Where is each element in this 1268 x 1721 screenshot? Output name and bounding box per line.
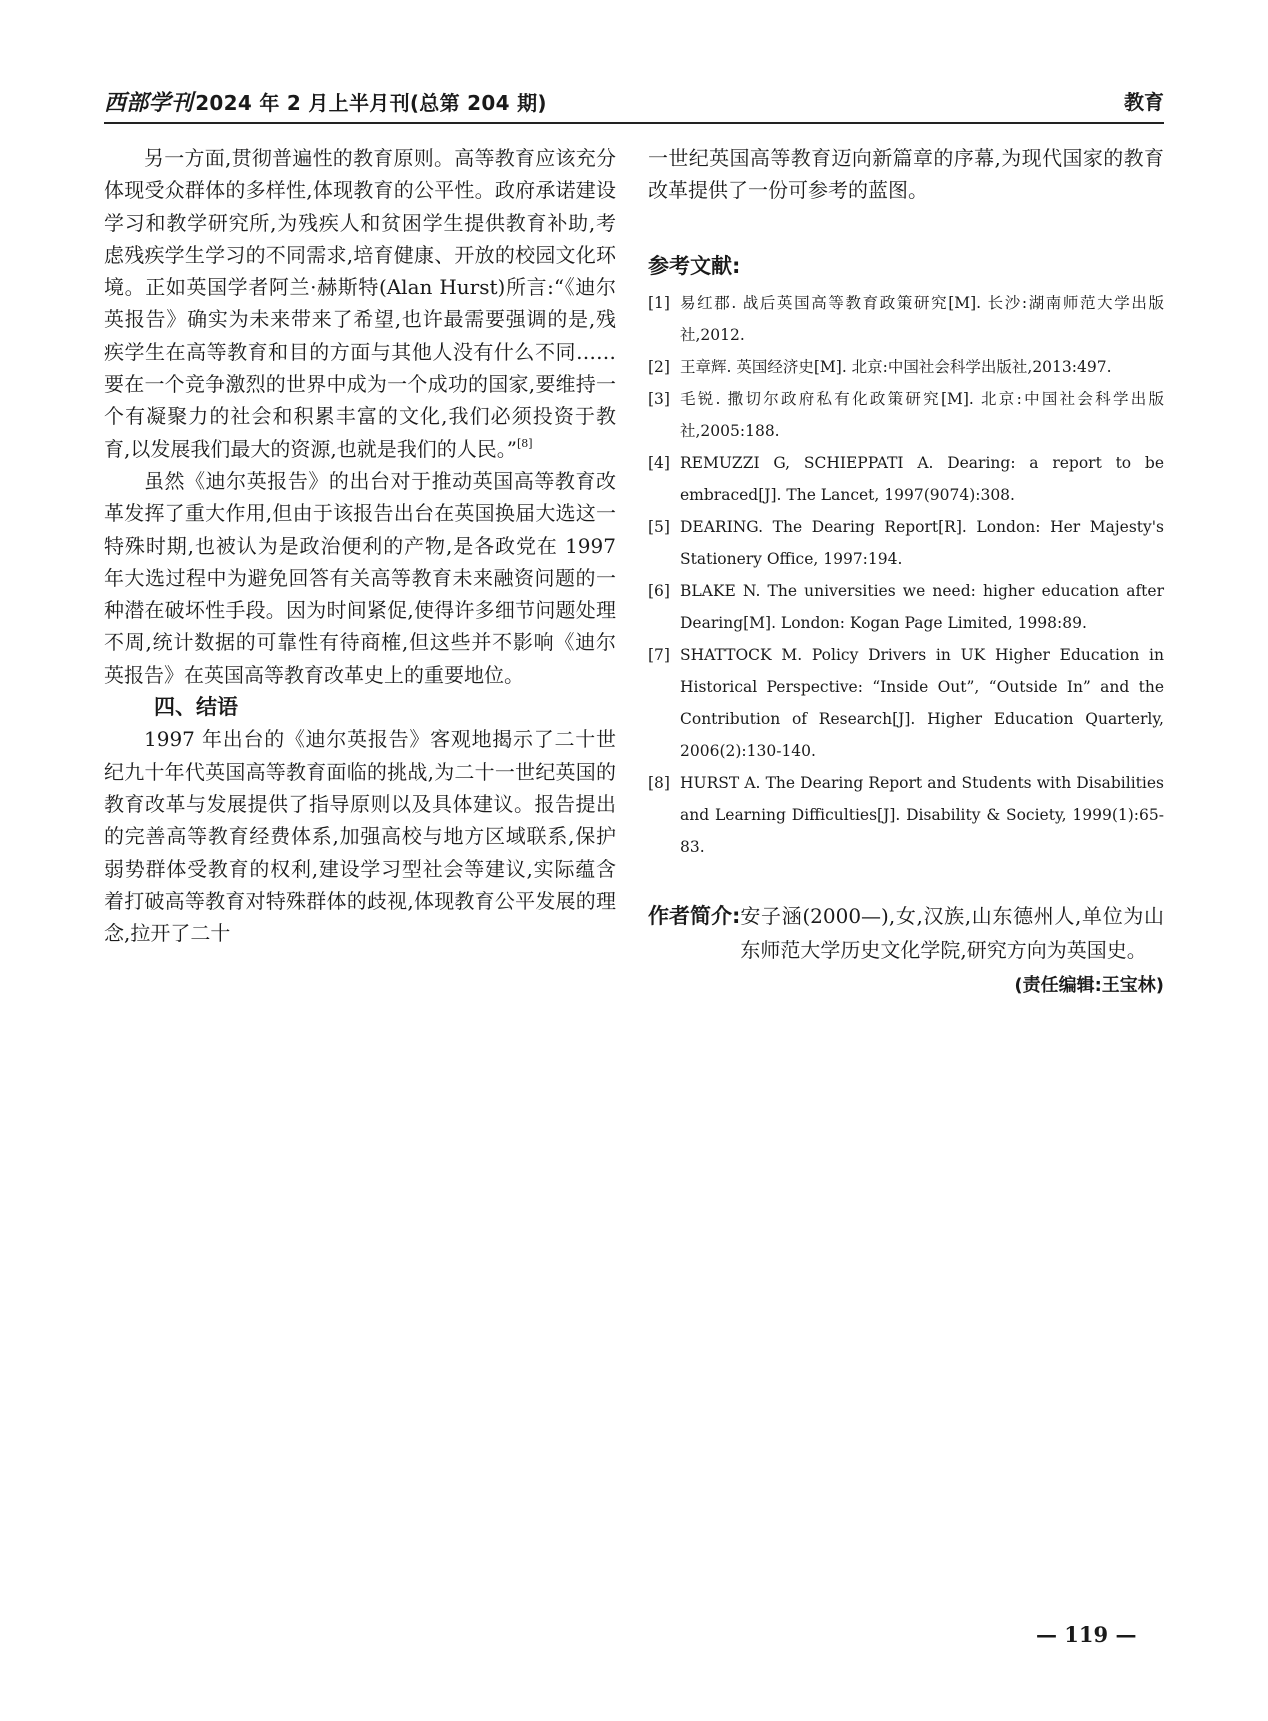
issue-info: 2024 年 2 月上半月刊(总第 204 期) — [195, 91, 547, 115]
reference-number: [3] — [648, 389, 670, 408]
reference-text: DEARING. The Dearing Report[R]. London: Her Majesty's Stationery Office, 1997:194. — [680, 517, 1164, 568]
author-bio — [648, 899, 1164, 967]
section-heading: 四、结语 — [154, 695, 238, 720]
page-header — [104, 86, 1164, 120]
author-bio-label: 作者简介: — [648, 903, 741, 928]
reference-number: [6] — [648, 581, 670, 600]
reference-number: [2] — [648, 357, 670, 376]
header-rule — [104, 122, 1164, 124]
body-paragraph-continuation: 一世纪英国高等教育迈向新篇章的序幕,为现代国家的教育改革提供了一份可参考的蓝图。 — [648, 146, 1164, 203]
reference-text: HURST A. The Dearing Report and Students with Disabilities and Learning Difficulties[J]. Disability & Society, 1999(1):65-83. — [680, 773, 1164, 856]
journal-masthead — [104, 86, 547, 117]
reference-text: 毛锐. 撒切尔政府私有化政策研究[M]. 北京:中国社会科学出版社,2005:188. — [680, 389, 1164, 440]
citation-marker: [8] — [516, 436, 533, 450]
reference-item — [648, 383, 1164, 447]
reference-number: [1] — [648, 293, 670, 312]
page-number: — 119 — — [1036, 1622, 1137, 1647]
references-title: 参考文献: — [648, 253, 741, 278]
reference-item — [648, 767, 1164, 863]
reference-text: SHATTOCK M. Policy Drivers in UK Higher Education in Historical Perspective: “Inside Out”, “Outside In” and the Contribution of Research[J]. Higher Education Quarterly, 2006(2):130-140. — [680, 645, 1164, 760]
section-name: 教育 — [1124, 90, 1164, 114]
responsible-editor: (责任编辑:王宝林) — [1014, 974, 1164, 996]
body-paragraph: 1997 年出台的《迪尔英报告》客观地揭示了二十世纪九十年代英国高等教育面临的挑战,为二十一世纪英国的教育改革与发展提供了指导原则以及具体建议。报告提出的完善高等教育经费体系,加强高校与地方区域联系,保护弱势群体受教育的权利,建设学习型社会等建议,实际蕴含着打破高等教育对特殊群体的歧视,体现教育公平发展的理念,拉开了二十 — [104, 727, 616, 946]
reference-item — [648, 575, 1164, 639]
author-bio-text: 安子涵(2000—),女,汉族,山东德州人,单位为山东师范大学历史文化学院,研究方向为英国史。 — [740, 903, 1164, 962]
reference-item — [648, 287, 1164, 351]
reference-item — [648, 511, 1164, 575]
reference-number: [7] — [648, 645, 670, 664]
reference-text: 王章辉. 英国经济史[M]. 北京:中国社会科学出版社,2013:497. — [680, 357, 1112, 376]
body-paragraph: 虽然《迪尔英报告》的出台对于推动英国高等教育改革发挥了重大作用,但由于该报告出台在英国换届大选这一特殊时期,也被认为是政治便利的产物,是各政党在 1997 年大选过程中为避免回答有关高等教育未来融资问题的一种潜在破坏性手段。因为时间紧促,使得许多细节问题处理不周,统计数据的可靠性有待商榷,但这些并不影响《迪尔英报告》在英国高等教育改革史上的重要地位。 — [104, 468, 616, 687]
reference-item — [648, 447, 1164, 511]
journal-logo: 西部学刊 — [104, 90, 194, 116]
reference-text: 易红郡. 战后英国高等教育政策研究[M]. 长沙:湖南师范大学出版社,2012. — [680, 293, 1164, 344]
reference-number: [4] — [648, 453, 670, 472]
left-column — [104, 142, 616, 949]
reference-text: BLAKE N. The universities we need: higher education after Dearing[M]. London: Kogan Page Limited, 1998:89. — [680, 581, 1164, 632]
right-column — [648, 142, 1164, 1001]
reference-number: [5] — [648, 517, 670, 536]
reference-list — [648, 287, 1164, 863]
reference-number: [8] — [648, 773, 670, 792]
reference-item — [648, 639, 1164, 767]
paragraph-text: 另一方面,贯彻普遍性的教育原则。高等教育应该充分体现受众群体的多样性,体现教育的公平性。政府承诺建设学习和教学研究所,为残疾人和贫困学生提供教育补助,考虑残疾学生学习的不同需求,培育健康、开放的校园文化环境。正如英国学者阿兰·赫斯特(Alan Hurst)所言:“《迪尔英报告》确实为未来带来了希望,也许最需要强调的是,残疾学生在高等教育和目的方面与其他人没有什么不同……要在一个竞争激烈的世界中成为一个成功的国家,要维持一个有凝聚力的社会和积累丰富的文化,我们必须投资于教育,以发展我们最大的资源,也就是我们的人民。” — [104, 146, 616, 461]
reference-item — [648, 351, 1164, 383]
body-paragraph — [104, 142, 616, 465]
reference-text: REMUZZI G, SCHIEPPATI A. Dearing: a report to be embraced[J]. The Lancet, 1997(9074):308. — [680, 453, 1164, 504]
